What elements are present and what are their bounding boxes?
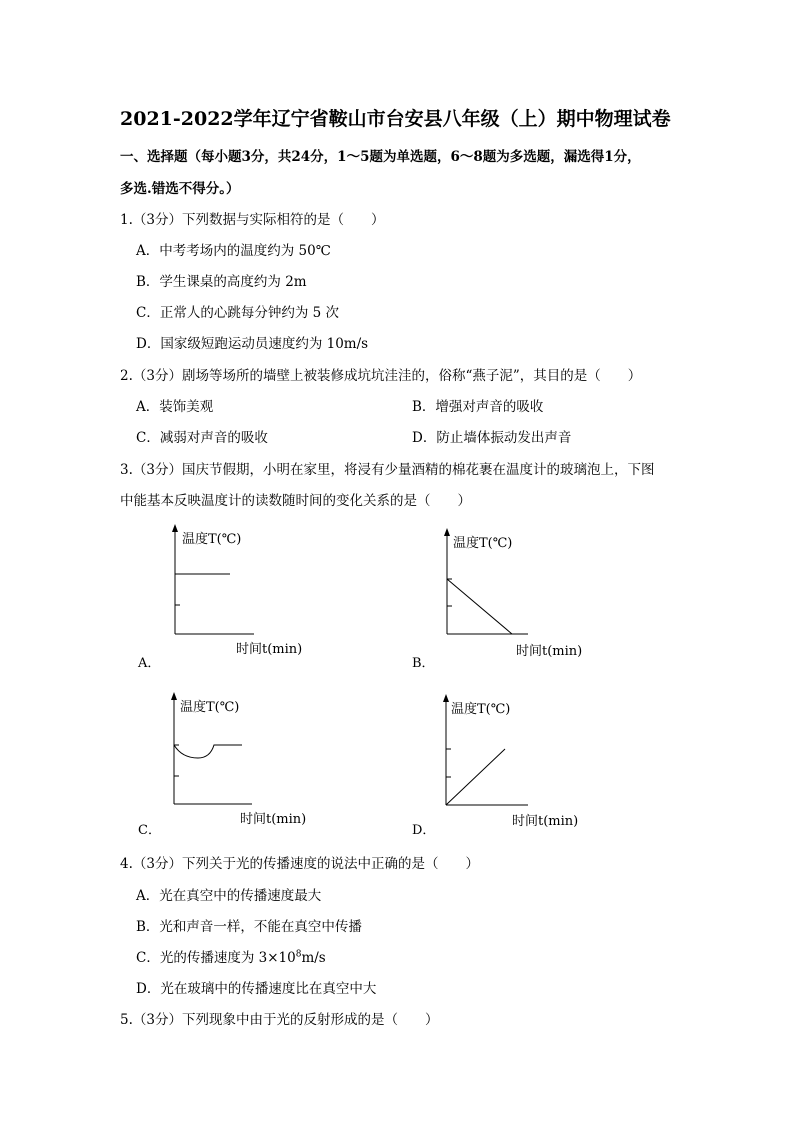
question-1-stem: 1.（3分）下列数据与实际相符的是（ ） [120,212,385,228]
graph-a-y-arrow [172,524,178,532]
graph-b-letter: B． [412,656,435,671]
graph-d-y-label: 温度T(℃) [451,702,511,717]
graph-c-y-arrow [171,692,177,700]
question-2-option-a: A．装饰美观 [136,399,214,415]
graph-d-letter: D． [412,823,436,838]
question-1-option-b: B．学生课桌的高度约为 2m [136,274,307,290]
graph-d-x-label: 时间t(min) [512,814,579,829]
graph-a-x-label: 时间t(min) [236,642,303,657]
question-3-stem-line2: 中能基本反映温度计的读数随时间的变化关系的是（ ） [120,493,471,509]
question-3-stem-line1: 3.（3分）国庆节假期，小明在家里，将浸有少量酒精的棉花裹在温度计的玻璃泡上，下图 [120,462,655,478]
graph-a-y-label: 温度T(℃) [182,532,242,547]
question-1-option-c: C．正常人的心跳每分钟约为 5 次 [136,305,340,321]
question-4-option-c-prefix: C．光的传播速度为 3×10 [136,950,296,966]
question-5-stem: 5.（3分）下列现象中由于光的反射形成的是（ ） [120,1012,439,1028]
graph-c-curve [174,745,242,758]
graph-b-y-arrow [444,528,450,536]
graph-b-x-label: 时间t(min) [516,644,583,659]
graph-a-letter: A． [138,656,161,671]
question-1-option-d: D．国家级短跑运动员速度约为 10m/s [136,336,369,352]
question-1-option-a: A．中考考场内的温度约为 50℃ [136,243,331,259]
question-4-option-a: A．光在真空中的传播速度最大 [136,888,322,904]
graph-d-curve [446,749,505,805]
question-2-option-d: D．防止墙体振动发出声音 [412,430,572,446]
graph-b-y-label: 温度T(℃) [453,536,513,551]
question-2-option-c: C．减弱对声音的吸收 [136,430,268,446]
graph-d-y-arrow [443,694,449,702]
question-4-option-c-suffix: m/s [301,950,326,966]
question-4-option-c [136,946,326,966]
question-4-option-d: D．光在玻璃中的传播速度比在真空中大 [136,981,377,997]
question-2-stem: 2.（3分）剧场等场所的墙壁上被装修成坑坑洼洼的，俗称“燕子泥”，其目的是（ ） [120,368,642,384]
question-2-option-b: B．增强对声音的吸收 [412,399,544,415]
graph-b-curve [447,579,512,634]
question-4-option-c-exponent: 8 [295,949,302,960]
section-heading-line2: 多选.错选不得分。） [120,181,240,197]
page-title: 2021-2022学年辽宁省鞍山市台安县八年级（上）期中物理试卷 [120,108,671,130]
question-4-option-b: B．光和声音一样，不能在真空中传播 [136,919,362,935]
graph-c-y-label: 温度T(℃) [180,700,240,715]
graph-c-letter: C． [138,823,161,838]
graph-c-x-label: 时间t(min) [240,812,307,827]
section-heading-line1: 一、选择题（每小题3分，共24分，1～5题为单选题，6～8题为多选题，漏选得1分， [120,149,641,165]
question-4-stem: 4.（3分）下列关于光的传播速度的说法中正确的是（ ） [120,856,479,872]
